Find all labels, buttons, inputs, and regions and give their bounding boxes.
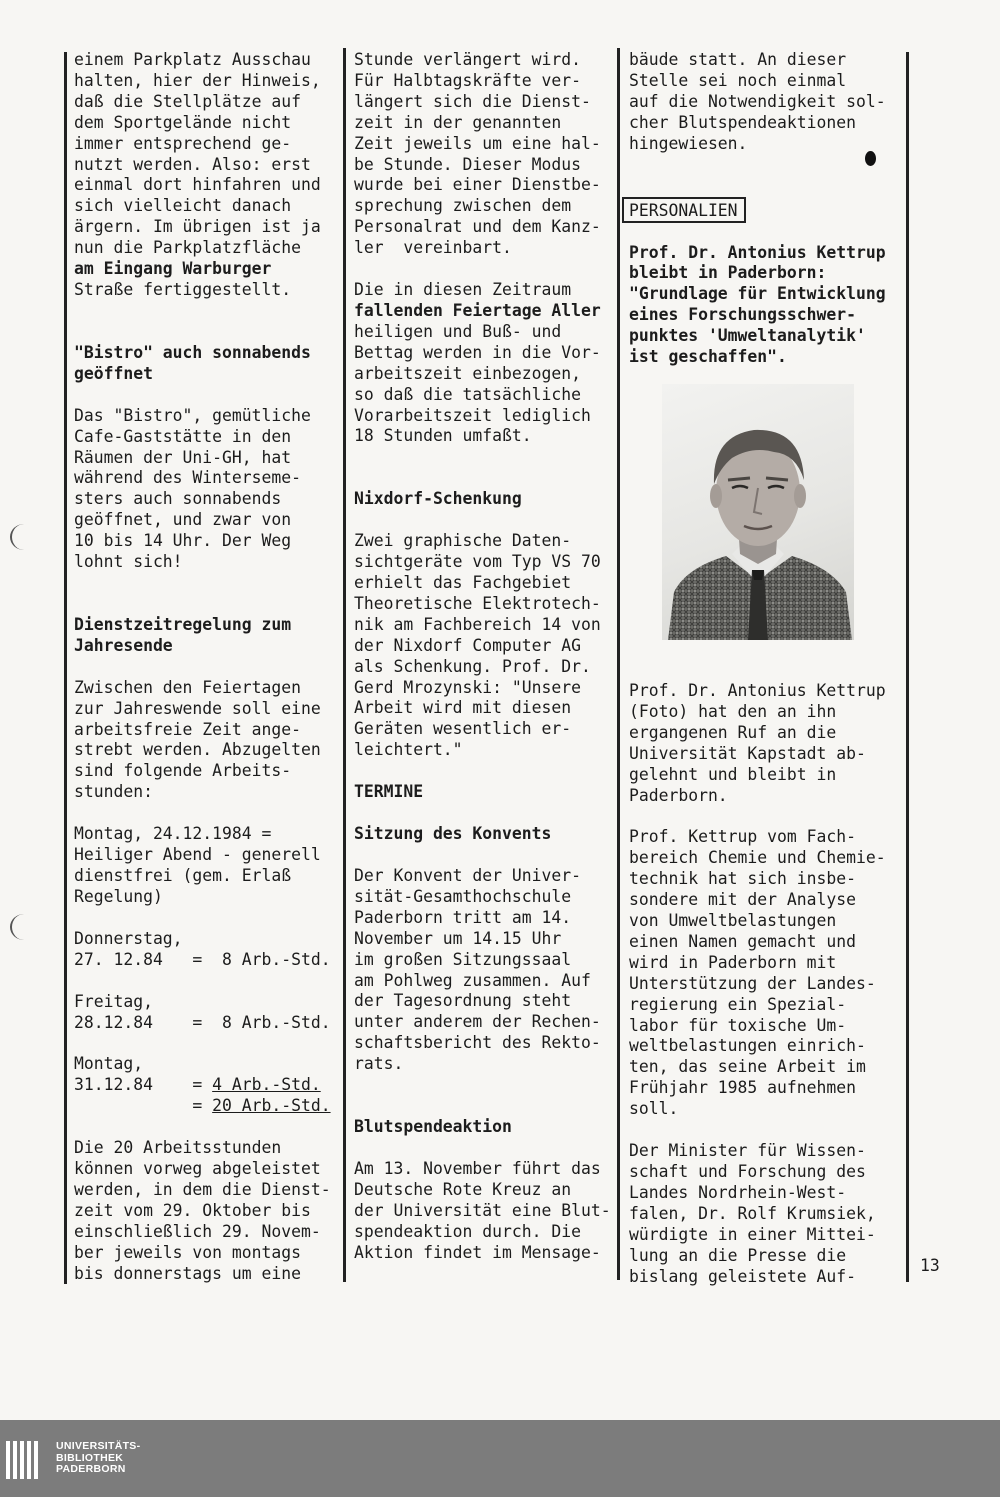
text-line: 10 bis 14 Uhr. Der Weg: [74, 531, 292, 551]
column-2: [354, 50, 619, 1264]
text-line: Prof. Kettrup vom Fach-: [629, 827, 856, 847]
text-line: schaft und Forschung des: [629, 1162, 866, 1181]
text-line: be Stunde. Dieser Modus: [354, 154, 581, 174]
text-line: Deutsche Rote Kreuz an: [354, 1179, 572, 1199]
text-line: auf die Notwendigkeit sol-: [629, 91, 886, 111]
text-line: bis donnerstags um eine: [74, 1263, 301, 1283]
text-line: lung an die Presse die: [629, 1245, 847, 1265]
text-line: arbeitsfreie Zeit ange-: [74, 719, 301, 739]
library-logo-text: UNIVERSITÄTS- BIBLIOTHEK PADERBORN: [56, 1440, 141, 1475]
text-line: einschließlich 29. Novem-: [74, 1221, 321, 1241]
text-line: sprechung zwischen dem: [354, 196, 572, 216]
text-line: Zwei graphische Daten-: [354, 531, 572, 551]
text-line: technik hat sich insbe-: [629, 869, 856, 889]
text-line: Stelle sei noch einmal: [629, 70, 847, 90]
nixdorf-article: [354, 531, 619, 761]
text-line: der Nixdorf Computer AG: [354, 635, 581, 655]
text-line: Die 20 Arbeitsstunden: [74, 1138, 282, 1158]
text-line: schaftsbericht des Rekto-: [354, 1033, 601, 1053]
text-line: im großen Sitzungssaal: [354, 949, 572, 969]
text-line: falen, Dr. Rolf Krumsiek,: [629, 1203, 876, 1223]
schedule-total-row: = 20 Arb.-Std.: [74, 1096, 331, 1116]
text-line: zur Jahreswende soll eine: [74, 698, 321, 718]
text-line: sind folgende Arbeits-: [74, 761, 292, 781]
text-line: Arbeit wird mit diesen: [354, 698, 572, 718]
text-line: können vorweg abgeleistet: [74, 1159, 321, 1179]
text-line: nun die Parkplatzfläche: [74, 238, 301, 258]
text-line: Paderborn.: [629, 785, 728, 805]
text-line: spendeaktion durch. Die: [354, 1221, 581, 1241]
text-line: Universität Kapstadt ab-: [629, 743, 866, 763]
text-line: rats.: [354, 1054, 404, 1074]
text-line: Stunde verlängert wird.: [354, 50, 581, 69]
konvent-article: [354, 866, 619, 1075]
text-line: zeit vom 29. Oktober bis: [74, 1200, 311, 1220]
text-line: wird in Paderborn mit: [629, 952, 837, 972]
punch-hole-mark: [10, 914, 38, 940]
text-line: am Pohlweg zusammen. Auf: [354, 970, 591, 990]
text-line: sondere mit der Analyse: [629, 890, 856, 910]
page-number: 13: [920, 1256, 940, 1275]
text-line: stunden:: [74, 782, 153, 802]
bistro-heading: "Bistro" auch sonnabends geöffnet: [74, 342, 311, 383]
library-logo-icon: [6, 1441, 41, 1483]
text-line: Der Konvent der Univer-: [354, 866, 581, 885]
text-line: Zwischen den Feiertagen: [74, 677, 301, 697]
text-line: sität-Gesamthochschule: [354, 886, 572, 906]
text-line: Frühjahr 1985 aufnehmen: [629, 1078, 856, 1098]
kettrup-headline: Prof. Dr. Antonius Kettrup bleibt in Paderborn: "Grundlage für Entwicklung eines Forschungsschwer- punktes 'Umweltanalytik' ist geschaffen".: [629, 242, 886, 367]
text-line: der Tagesordnung steht: [354, 991, 572, 1011]
text-line: erhielt das Fachgebiet: [354, 573, 572, 593]
portrait-illustration: [662, 384, 854, 640]
text-line: zeit in der genannten: [354, 112, 562, 132]
text-line: Personalrat und dem Kanz-: [354, 217, 601, 237]
text-line: nutzt werden. Also: erst: [74, 154, 311, 174]
text-line: daß die Stellplätze auf: [74, 91, 301, 111]
text-line: längert sich die Dienst-: [354, 91, 591, 111]
portrait-photo: [662, 384, 854, 640]
text-line: Landes Nordrhein-West-: [629, 1182, 847, 1202]
text-line: gelehnt und bleibt in: [629, 764, 837, 784]
column-rule-middle: [343, 48, 346, 1282]
text-line: bäude statt. An dieser: [629, 50, 847, 69]
kettrup-article: [629, 681, 897, 1287]
schedule-last-row: 31.12.84 = 4 Arb.-Std.: [74, 1075, 321, 1095]
dienstzeit-continued: [354, 50, 619, 259]
text-line-bold: am Eingang Warburger: [74, 259, 272, 279]
text-line: cher Blutspendeaktionen: [629, 112, 856, 132]
column-rule-left: [64, 52, 67, 1284]
text-line: regierung ein Spezial-: [629, 994, 847, 1014]
text-line: Am 13. November führt das: [354, 1158, 601, 1178]
holiday-paragraph: [354, 280, 619, 447]
text-line: Prof. Dr. Antonius Kettrup: [629, 680, 886, 700]
text-line: immer entsprechend ge-: [74, 133, 292, 153]
text-line: von Umweltbelastungen: [629, 911, 837, 931]
text-line: geöffnet, und zwar von: [74, 510, 292, 530]
text-line: wurde bei einer Dienstbe-: [354, 175, 601, 195]
text-line: so daß die tatsächliche: [354, 384, 581, 404]
text-line: labor für toxische Um-: [629, 1015, 847, 1035]
text-line: einem Parkplatz Ausschau: [74, 50, 311, 69]
bistro-article: [74, 406, 336, 573]
text-line: leichtert.": [354, 740, 463, 760]
text-line: einmal dort hinfahren und: [74, 175, 321, 195]
text-line: Für Halbtagskräfte ver-: [354, 70, 581, 90]
blutspende-heading: Blutspendeaktion: [354, 1117, 512, 1137]
termine-heading: TERMINE: [354, 782, 424, 802]
text-line: lohnt sich!: [74, 552, 183, 572]
text-line: dem Sportgelände nicht: [74, 112, 292, 132]
text-line: einen Namen gemacht und: [629, 931, 856, 951]
text-line: Zeit jeweils um eine hal-: [354, 133, 601, 153]
text-line: nik am Fachbereich 14 von: [354, 614, 601, 634]
text-line: Cafe-Gaststätte in den: [74, 426, 292, 446]
column-3: [629, 50, 897, 1287]
dienstzeit-heading: Dienstzeitregelung zum Jahresende: [74, 614, 292, 655]
text-line: unter anderem der Rechen-: [354, 1012, 601, 1032]
work-schedule: Montag, 24.12.1984 = Heiliger Abend - generell dienstfrei (gem. Erlaß Regelung) Donnerstag, 27. 12.84 = 8 Arb.-Std. Freitag, 28.12.84 = 8 Arb.-Std. Montag, 31.12.84 = 4 Arb.-Std. = 20 Arb.-Std.: [74, 824, 336, 1117]
text-line: November um 14.15 Uhr: [354, 928, 562, 948]
nixdorf-heading: Nixdorf-Schenkung: [354, 489, 522, 509]
text-line: ler vereinbart.: [354, 238, 512, 258]
text-line: hingewiesen.: [629, 133, 748, 153]
text-line: werden, in dem die Dienst-: [74, 1179, 331, 1199]
parking-article: [74, 50, 336, 301]
text-line: sichtgeräte vom Typ VS 70: [354, 552, 601, 572]
blutspende-continued: [629, 50, 897, 155]
text-line: (Foto) hat den an ihn: [629, 701, 837, 721]
text-line: während des Winterseme-: [74, 468, 301, 488]
column-1: [74, 50, 336, 1285]
dienstzeit-article: [74, 678, 336, 803]
text-line: sters auch sonnabends: [74, 489, 282, 509]
text-line: Gerd Mrozynski: "Unsere: [354, 677, 581, 697]
text-line: 18 Stunden umfaßt.: [354, 426, 532, 446]
text-line: ärgern. Im übrigen ist ja: [74, 217, 321, 237]
library-footer: [0, 1420, 1000, 1497]
text-line: Bettag werden in die Vor-: [354, 342, 601, 362]
text-line: sich vielleicht danach: [74, 196, 292, 216]
end-of-article-dot: [865, 151, 876, 166]
text-line: Die in diesen Zeitraum: [354, 280, 572, 300]
text-line: Aktion findet im Mensage-: [354, 1242, 601, 1262]
text-line: strebt werden. Abzugelten: [74, 740, 321, 760]
text-line: Das "Bistro", gemütliche: [74, 405, 311, 425]
text-line: bereich Chemie und Chemie-: [629, 848, 886, 868]
text-line: Theoretische Elektrotech-: [354, 593, 601, 613]
text-line: halten, hier der Hinweis,: [74, 70, 321, 90]
text-line: der Universität eine Blut-: [354, 1200, 611, 1220]
text-line: ten, das seine Arbeit im: [629, 1057, 866, 1077]
text-line: Der Minister für Wissen-: [629, 1141, 866, 1161]
column-rule-far-right: [906, 52, 909, 1282]
text-line: Straße fertiggestellt.: [74, 279, 292, 299]
text-line: Unterstützung der Landes-: [629, 973, 876, 993]
dienstzeit-closing: [74, 1138, 336, 1284]
text-line: als Schenkung. Prof. Dr.: [354, 656, 591, 676]
text-line: Geräten wesentlich er-: [354, 719, 572, 739]
text-line: ergangenen Ruf an die: [629, 722, 837, 742]
konvent-heading: Sitzung des Konvents: [354, 824, 552, 844]
text-line: ber jeweils von montags: [74, 1242, 301, 1262]
text-line-bold: fallenden Feiertage Aller: [354, 300, 601, 320]
text-line: soll.: [629, 1099, 679, 1119]
personalien-label: PERSONALIEN: [622, 197, 746, 223]
blutspende-article: [354, 1159, 619, 1264]
text-line: weltbelastungen einrich-: [629, 1036, 866, 1056]
text-line: arbeitszeit einbezogen,: [354, 363, 581, 383]
text-line: Paderborn tritt am 14.: [354, 907, 572, 927]
text-line: bislang geleistete Auf-: [629, 1266, 856, 1286]
punch-hole-mark: [10, 524, 38, 550]
text-line: Vorarbeitszeit lediglich: [354, 405, 591, 425]
text-line: würdigte in einer Mittei-: [629, 1224, 876, 1244]
text-line: heiligen und Buß- und: [354, 321, 562, 341]
text-line: Räumen der Uni-GH, hat: [74, 447, 292, 467]
